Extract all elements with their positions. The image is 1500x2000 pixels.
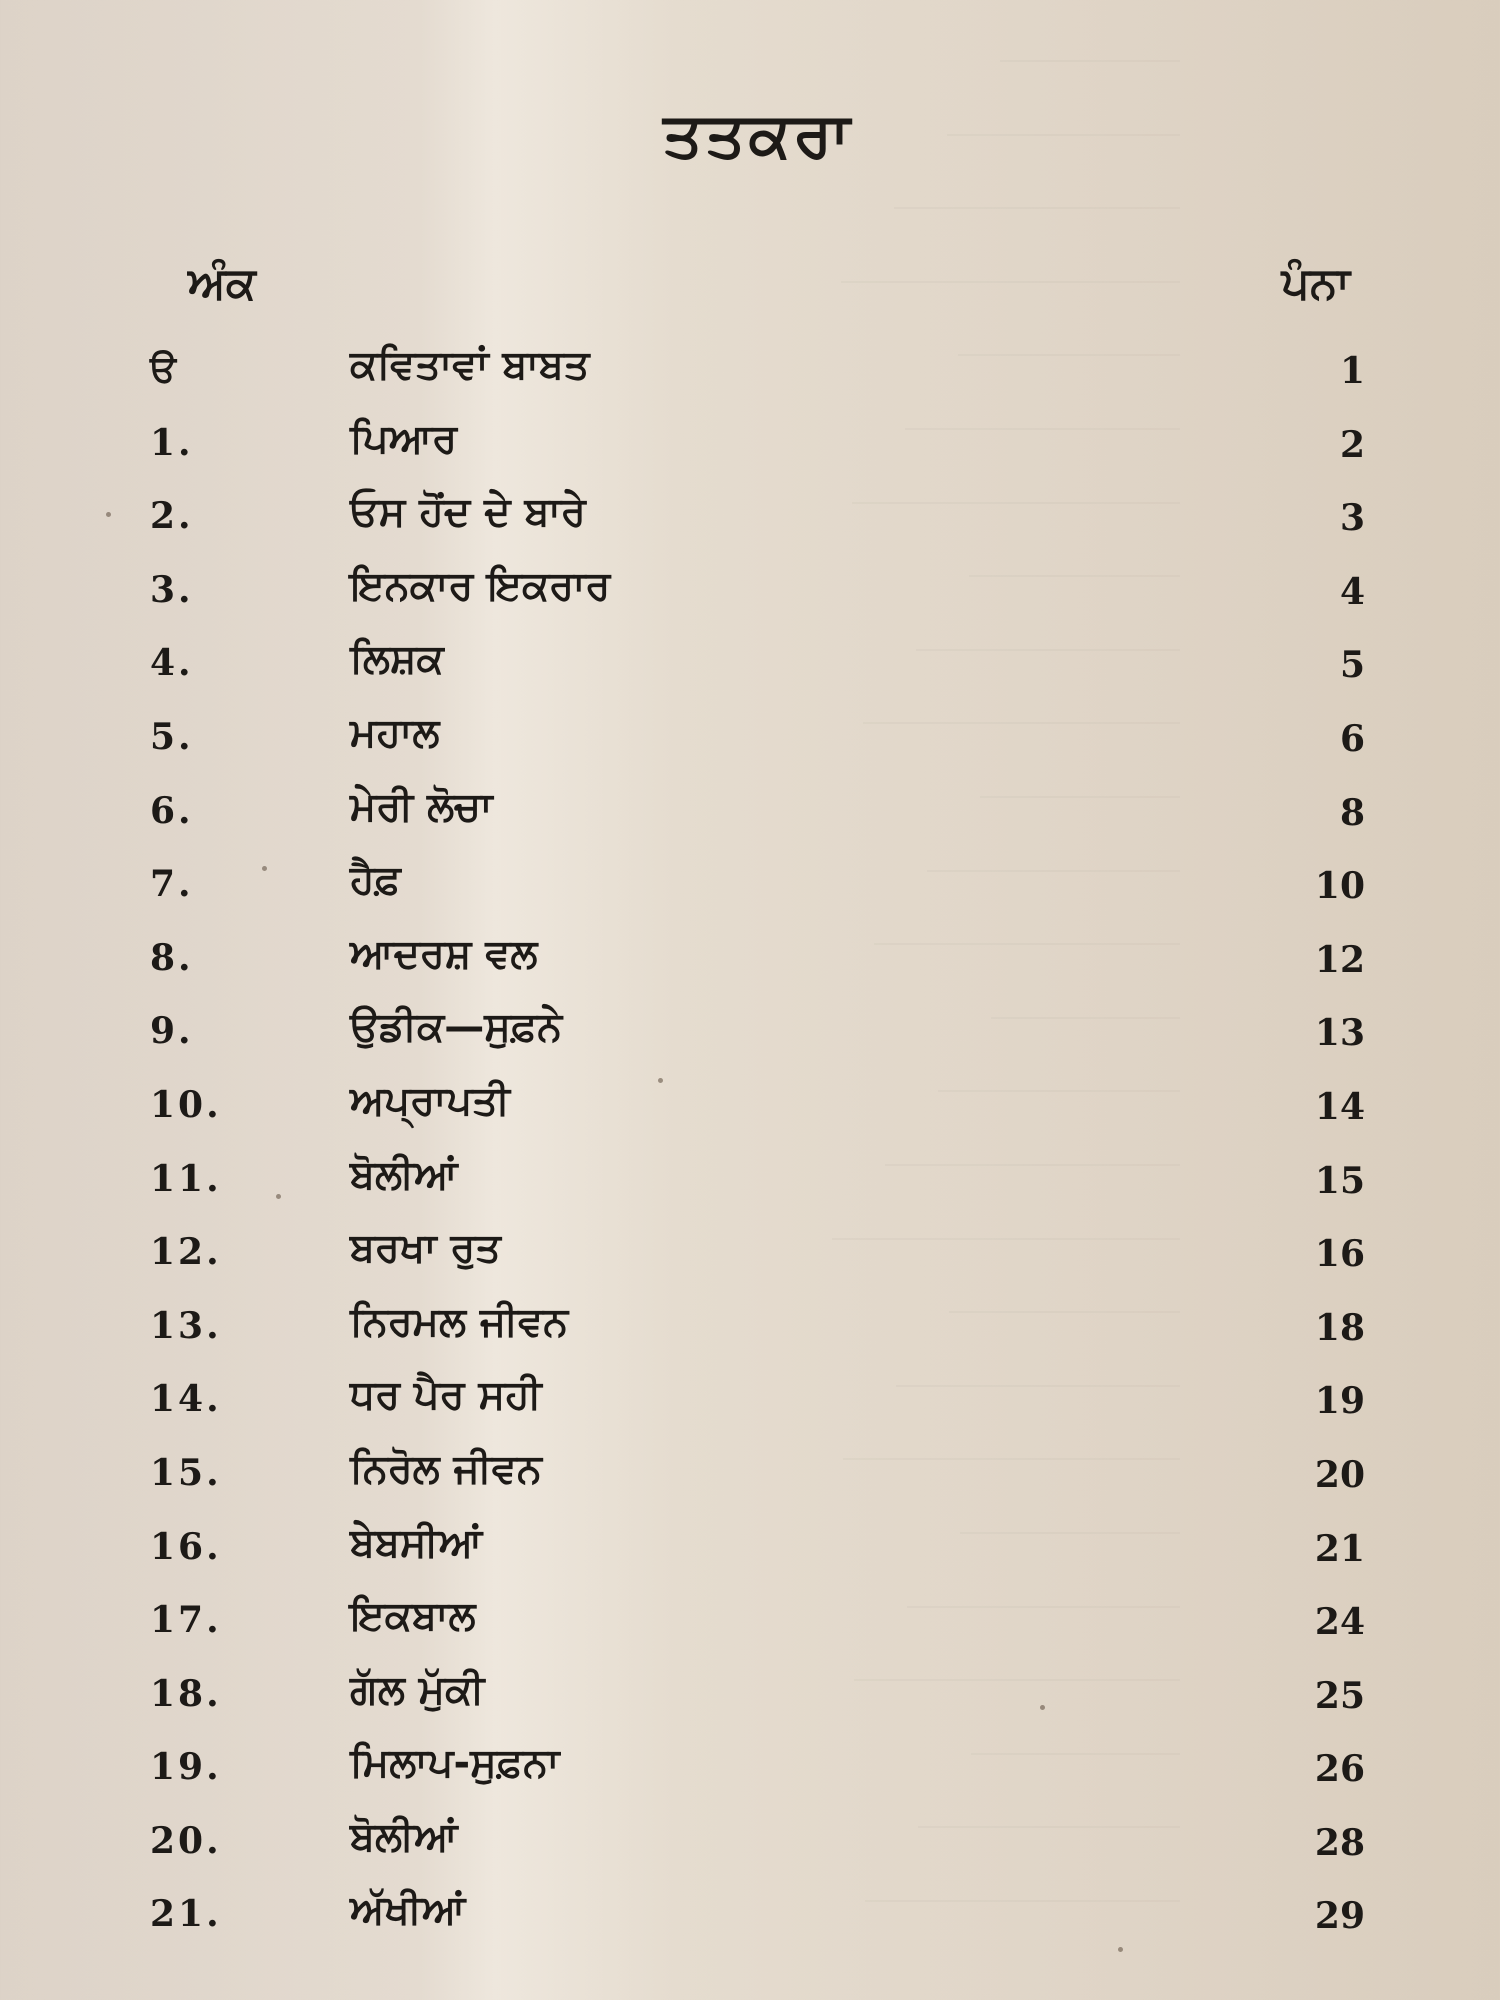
- entry-number: 19.: [150, 1746, 222, 1789]
- bleed-through-line: [894, 167, 1180, 209]
- entry-title: ਬੋਲੀਆਂ: [350, 1151, 458, 1198]
- entry-page: 28: [1314, 1821, 1365, 1864]
- entry-page: 3: [1339, 497, 1365, 540]
- list-item: [150, 1444, 1365, 1518]
- paper-speck: [106, 512, 111, 517]
- entry-number: 7.: [150, 863, 194, 906]
- entry-title: ਬੋਲੀਆਂ: [350, 1813, 458, 1860]
- entry-number: 13.: [150, 1304, 222, 1347]
- page-column-header: ਪੰਨਾ: [1281, 258, 1350, 309]
- entry-number: 14.: [150, 1378, 222, 1421]
- bleed-through-line: [841, 241, 1180, 283]
- entry-number: 12.: [150, 1231, 222, 1274]
- entry-page: 12: [1314, 938, 1365, 981]
- page-title: ਤਤਕਰਾ: [663, 98, 853, 171]
- entry-number: ੳ: [150, 348, 180, 390]
- list-item: [150, 1591, 1365, 1665]
- paper-speck: [276, 1194, 281, 1199]
- entry-title: ਆਦਰਸ਼ ਵਲ: [350, 930, 538, 977]
- entry-page: 4: [1339, 570, 1365, 613]
- entry-title: ਅਪ੍ਰਾਪਤੀ: [350, 1077, 510, 1124]
- entry-page: 5: [1339, 644, 1365, 687]
- paper-speck: [262, 866, 267, 871]
- number-column-header: ਅੰਕ: [188, 258, 256, 309]
- paper-speck: [1040, 1705, 1045, 1710]
- entry-page: 13: [1314, 1012, 1365, 1055]
- list-item: [150, 1297, 1365, 1371]
- entry-title: ਨਿਰਮਲ ਜੀਵਨ: [350, 1298, 569, 1345]
- list-item: [150, 561, 1365, 635]
- entry-title: ਲਿਸ਼ਕ: [350, 636, 444, 683]
- bleed-through-line: [1000, 20, 1180, 62]
- entry-title: ਗੱਲ ਮੁੱਕੀ: [350, 1666, 485, 1713]
- list-item: [150, 1223, 1365, 1297]
- entry-page: 24: [1314, 1601, 1365, 1644]
- entry-page: 26: [1314, 1748, 1365, 1791]
- entry-title: ਧਰ ਪੈਰ ਸਹੀ: [350, 1372, 542, 1419]
- paper-speck: [1118, 1947, 1123, 1952]
- entry-title: ਮਿਲਾਪ-ਸੁਫ਼ਨਾ: [350, 1740, 560, 1787]
- entry-page: 6: [1339, 717, 1365, 760]
- entry-number: 5.: [150, 715, 194, 758]
- list-item: [150, 1002, 1365, 1076]
- entry-number: 6.: [150, 789, 194, 832]
- entry-number: 20.: [150, 1819, 222, 1862]
- paper-speck: [658, 1078, 663, 1083]
- entry-page: 1: [1339, 350, 1365, 392]
- entry-page: 14: [1314, 1085, 1365, 1128]
- entry-title: ਅੱਖੀਆਂ: [350, 1887, 466, 1934]
- list-item: [150, 1370, 1365, 1444]
- list-item: [150, 634, 1365, 708]
- list-item: [150, 1885, 1365, 1959]
- entry-title: ਇਨਕਾਰ ਇਕਰਾਰ: [350, 562, 611, 609]
- list-item: [150, 782, 1365, 856]
- entry-number: 3.: [150, 568, 194, 611]
- entry-title: ਓਸ ਹੋਂਦ ਦੇ ਬਾਰੇ: [350, 489, 586, 536]
- entry-page: 16: [1314, 1233, 1365, 1276]
- entry-page: 15: [1314, 1159, 1365, 1202]
- entry-page: 8: [1339, 791, 1365, 834]
- list-item: [150, 487, 1365, 561]
- entry-page: 18: [1314, 1306, 1365, 1349]
- entry-number: 21.: [150, 1893, 222, 1936]
- list-item: [150, 1150, 1365, 1224]
- entry-page: 2: [1339, 423, 1365, 466]
- entry-number: 15.: [150, 1451, 222, 1494]
- entry-number: 8.: [150, 936, 194, 979]
- list-item: [150, 414, 1365, 488]
- entry-number: 11.: [150, 1157, 222, 1200]
- entry-number: 18.: [150, 1672, 222, 1715]
- contents-list: [150, 340, 1365, 1959]
- entry-title: ਹੈਫ਼: [350, 857, 401, 904]
- entry-title: ਬਰਖਾ ਰੁਤ: [350, 1225, 501, 1272]
- list-item: [150, 1518, 1365, 1592]
- list-item: [150, 1812, 1365, 1886]
- entry-title: ਬੇਬਸੀਆਂ: [350, 1519, 483, 1566]
- entry-number: 2.: [150, 495, 194, 538]
- entry-number: 17.: [150, 1599, 222, 1642]
- entry-title: ਨਿਰੋਲ ਜੀਵਨ: [350, 1445, 542, 1492]
- entry-number: 1.: [150, 421, 194, 464]
- list-item: [150, 708, 1365, 782]
- entry-title: ਪਿਆਰ: [350, 415, 457, 462]
- entry-page: 25: [1314, 1674, 1365, 1717]
- entry-title: ਮੇਰੀ ਲੋਚਾ: [350, 783, 493, 830]
- entry-title: ਇਕਬਾਲ: [350, 1593, 476, 1640]
- list-item: [150, 340, 1365, 414]
- list-item: [150, 929, 1365, 1003]
- entry-number: 9.: [150, 1010, 194, 1053]
- entry-page: 29: [1314, 1895, 1365, 1938]
- list-item: [150, 1738, 1365, 1812]
- entry-title: ਉਡੀਕ—ਸੁਫ਼ਨੇ: [350, 1004, 563, 1051]
- entry-page: 20: [1314, 1453, 1365, 1496]
- entry-number: 16.: [150, 1525, 222, 1568]
- entry-title: ਕਵਿਤਾਵਾਂ ਬਾਬਤ: [350, 342, 590, 388]
- entry-title: ਮਹਾਲ: [350, 709, 440, 756]
- entry-page: 21: [1314, 1527, 1365, 1570]
- entry-number: 4.: [150, 642, 194, 685]
- entry-page: 19: [1314, 1380, 1365, 1423]
- list-item: [150, 1076, 1365, 1150]
- entry-number: 10.: [150, 1083, 222, 1126]
- entry-page: 10: [1314, 865, 1365, 908]
- list-item: [150, 855, 1365, 929]
- list-item: [150, 1665, 1365, 1739]
